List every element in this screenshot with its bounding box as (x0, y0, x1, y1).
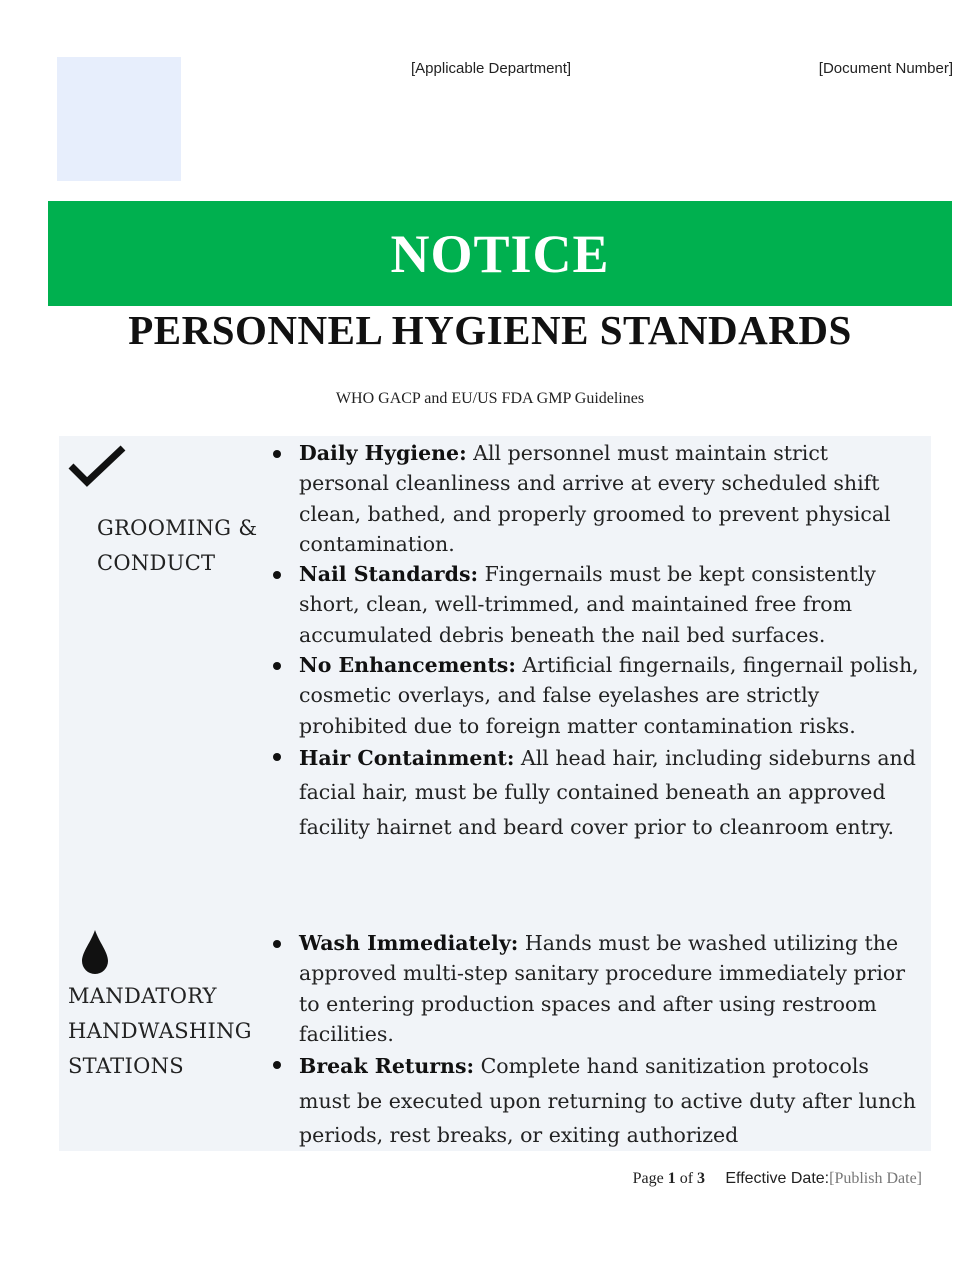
page-footer (633, 1168, 922, 1188)
page-current: 1 (667, 1170, 676, 1187)
effective-date-label: Effective Date: (725, 1170, 830, 1187)
bullet-list (299, 438, 924, 844)
page-subtitle: WHO GACP and EU/US FDA GMP Guidelines (335, 390, 645, 407)
water-drop-icon (79, 928, 111, 976)
applicable-department: [Applicable Department] (411, 60, 572, 77)
notice-banner (48, 201, 952, 306)
page-of: of (675, 1170, 698, 1187)
section-label: GROOMING & CONDUCT (97, 516, 258, 575)
effective-date-value[interactable]: [Publish Date] (829, 1170, 922, 1187)
document-number: [Document Number] (818, 60, 953, 77)
list-item: Hair Containment: All head hair, including sideburns and facial hair, must be fully contained beneath an approved facility hairnet and beard cover prior to cleanroom entry. (299, 741, 924, 845)
section-label: MANDATORY HANDWASHING STATIONS (68, 984, 252, 1078)
bullet-list (299, 928, 924, 1151)
list-item: No Enhancements: Artificial fingernails, fingernail polish, cosmetic overlays, and false eyelashes are strictly prohibited due to foreign matter contamination risks. (299, 650, 924, 741)
logo-placeholder (57, 57, 181, 181)
page-title: PERSONNEL HYGIENE STANDARDS (128, 307, 852, 353)
notice-title: NOTICE (390, 223, 610, 284)
content-panel (59, 436, 931, 1151)
list-item: Wash Immediately: Hands must be washed utilizing the approved multi-step sanitary procedure immediately prior to entering production spaces and after using restroom facilities. (299, 928, 924, 1049)
page-total: 3 (697, 1170, 706, 1187)
page-prefix: Page (632, 1170, 668, 1187)
list-item: Nail Standards: Fingernails must be kept consistently short, clean, well-trimmed, and maintained free from accumulated debris beneath the nail bed surfaces. (299, 559, 924, 650)
list-item: Break Returns: Complete hand sanitization protocols must be executed upon returning to active duty after lunch periods, rest breaks, or exiting authorized (299, 1049, 924, 1151)
list-item: Daily Hygiene: All personnel must maintain strict personal cleanliness and arrive at every scheduled shift clean, bathed, and properly groomed to prevent physical contamination. (299, 438, 924, 559)
checkmark-icon (67, 444, 127, 488)
